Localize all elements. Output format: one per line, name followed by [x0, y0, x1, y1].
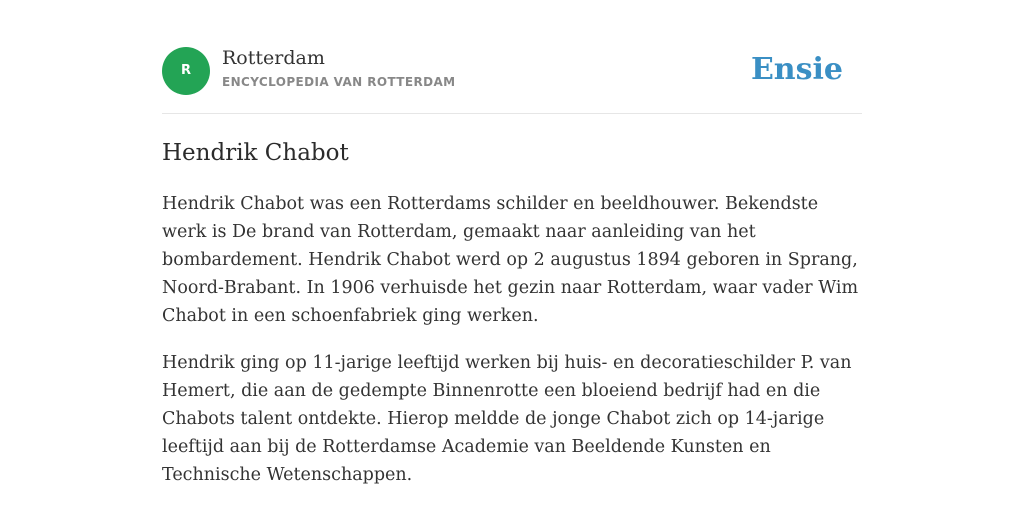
header-divider	[162, 113, 862, 114]
article-body	[162, 190, 862, 508]
site-name-link[interactable]: Rotterdam	[222, 47, 325, 69]
article-paragraph: Hendrik ging op 11-jarige leeftijd werken bij huis- en decoratieschilder P. van Hemert, die aan de gedempte Binnenrotte een bloeiend bedrijf had en die Chabots talent ontdekte. Hierop meldde de jonge Chabot zich op 14-jarige leeftijd aan bij de Rotterdamse Academie van Beeldende Kunsten en Technische Wetenschappen.	[162, 353, 852, 485]
site-subtitle: ENCYCLOPEDIA VAN ROTTERDAM	[222, 75, 456, 89]
article-paragraph: Hendrik Chabot was een Rotterdams schilder en beeldhouwer. Bekendste werk is De brand van Rotterdam, gemaakt naar aanleiding van het bombardement. Hendrik Chabot werd op 2 augustus 1894 geboren in Sprang, Noord-Brabant. In 1906 verhuisde het gezin naar Rotterdam, waar vader Wim Chabot in een schoenfabriek ging werken.	[162, 194, 859, 326]
header	[162, 46, 862, 96]
avatar[interactable]: R	[162, 47, 210, 95]
page	[162, 0, 862, 512]
article-title: Hendrik Chabot	[162, 140, 349, 166]
brand-logo[interactable]: Ensie	[750, 52, 843, 87]
